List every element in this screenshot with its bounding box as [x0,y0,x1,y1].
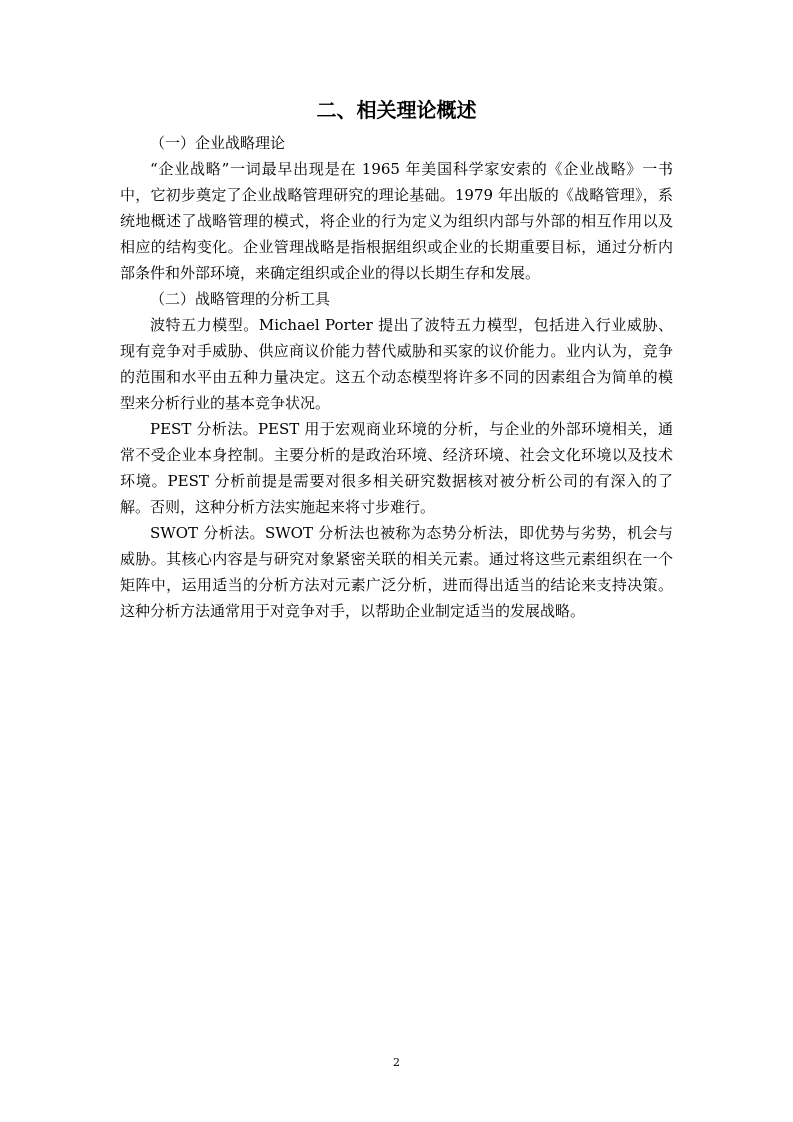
paragraph-pest-analysis: PEST 分析法。PEST 用于宏观商业环境的分析，与企业的外部环境相关，通常不受企业本身控制。主要分析的是政治环境、经济环境、社会文化环境以及技术环境。PEST 分析前提是需要对很多相关研究数据核对被分析公司的有深入的了解。否则，这种分析方法实施起来将寸步难行。 [120,420,673,516]
paragraph-porter-five-forces: 波特五力模型。Michael Porter 提出了波特五力模型，包括进入行业威胁、现有竞争对手威胁、供应商议价能力替代威胁和买家的议价能力。业内认为，竞争的范围和水平由五种力量决定。这五个动态模型将许多不同的因素组合为简单的模型来分析行业的基本竞争状况。 [120,316,673,412]
page-number: 2 [393,1056,400,1069]
paragraph-swot-analysis: SWOT 分析法。SWOT 分析法也被称为态势分析法，即优势与劣势，机会与威胁。其核心内容是与研究对象紧密关联的相关元素。通过将这些元素组织在一个矩阵中，运用适当的分析方法对元素广泛分析，进而得出适当的结论来支持决策。这种分析方法通常用于对竞争对手，以帮助企业制定适当的发展战略。 [120,524,673,620]
section-heading-analysis-tools: （二）战略管理的分析工具 [150,290,331,308]
document-body [120,130,673,624]
paragraph-enterprise-strategy: “企业战略”一词最早出现是在 1965 年美国科学家安索的《企业战略》一书中，它初步奠定了企业战略管理研究的理论基础。1979 年出版的《战略管理》，系统地概述了战略管理的模式，将企业的行为定义为组织内部与外部的相互作用以及相应的结构变化。企业管理战略是指根据组织或企业的长期重要目标，通过分析内部条件和外部环境，来确定组织或企业的得以长期生存和发展。 [120,160,673,282]
page-title: 二、相关理论概述 [316,98,477,122]
section-heading-enterprise-strategy: （一）企业战略理论 [150,134,286,152]
